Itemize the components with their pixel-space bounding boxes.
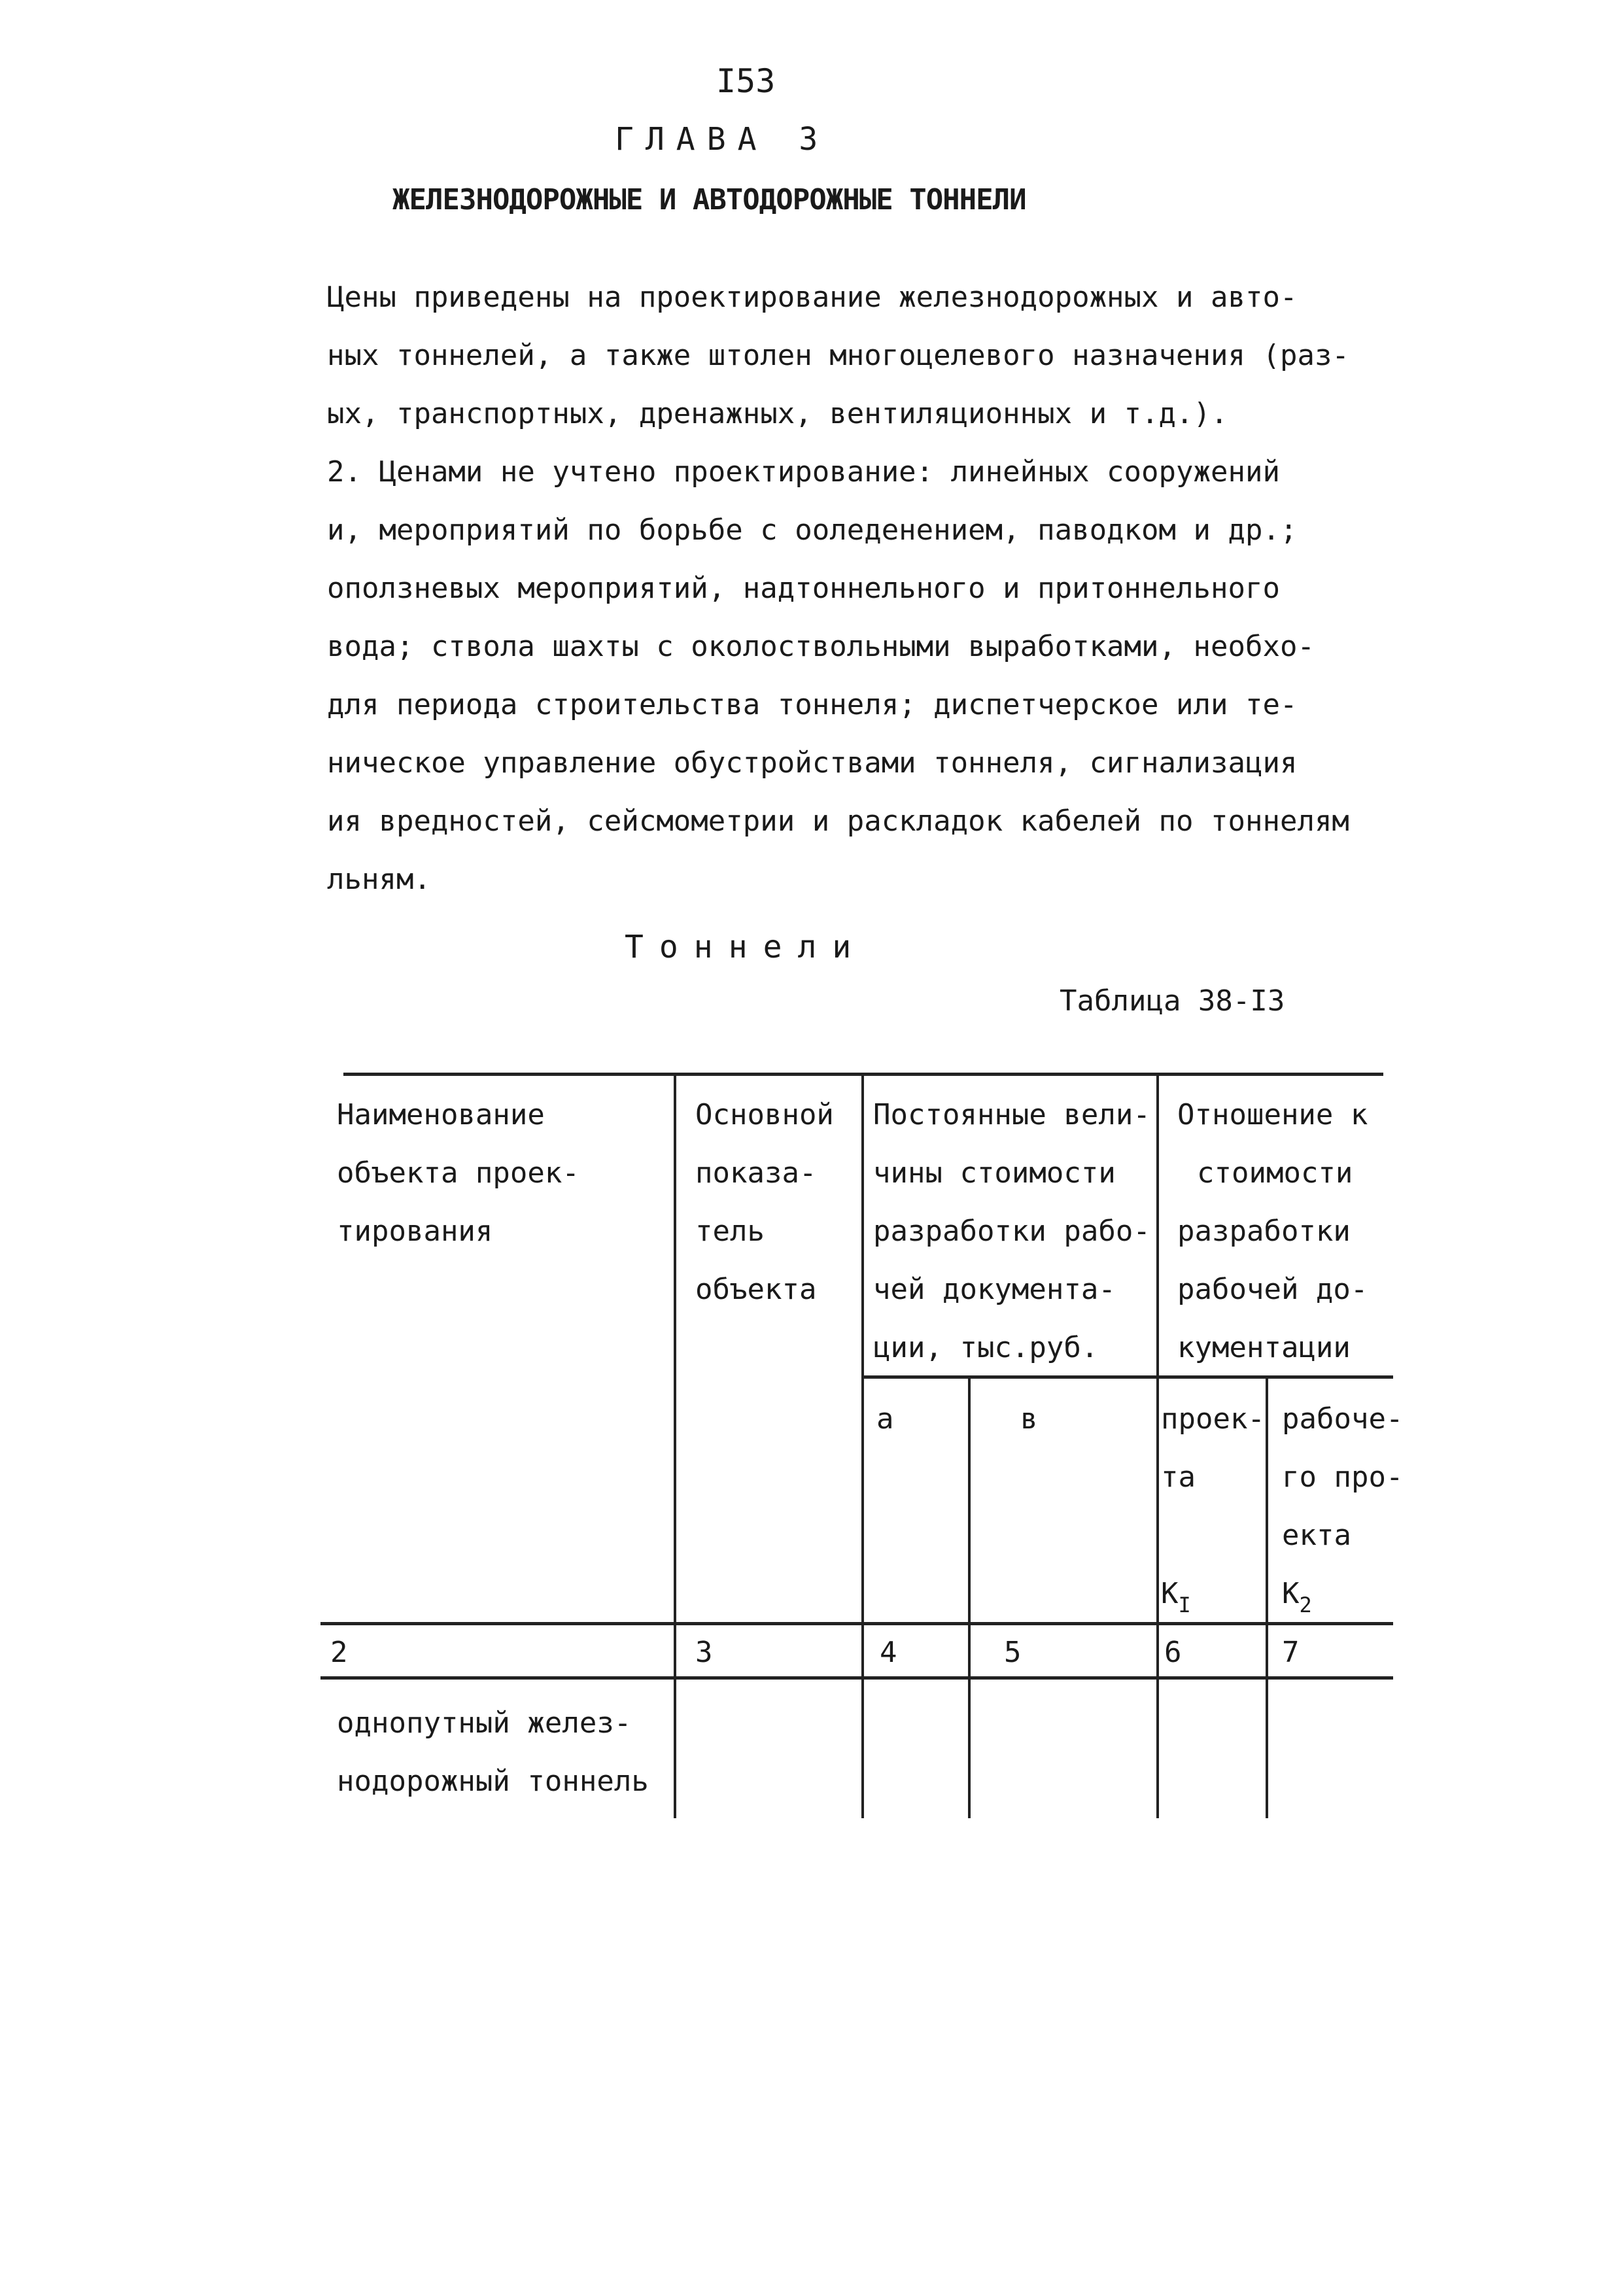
header-line: рабоче- [1282,1402,1404,1436]
header-indicator [695,1086,834,1319]
column-divider [674,1073,676,1818]
k-index: 2 [1299,1593,1312,1617]
paragraph-line: ия вредностей, сейсмометрии и раскладок кабелей по тоннелям [327,804,1349,838]
paragraph-line: для периода строительства тоннеля; диспетчерское или те- [327,688,1298,721]
column-divider [968,1375,971,1818]
paragraph-line: и, мероприятий по борьбе с ооледенением, паводком и др.; [327,513,1298,547]
header-line: Отношение к [1177,1098,1368,1131]
header-line: разработки [1177,1215,1351,1248]
header-line: чей документа- [873,1273,1116,1306]
intro-paragraph [327,268,1439,908]
header-line: та [1161,1460,1196,1494]
column-number: 4 [880,1636,897,1669]
column-divider [1266,1375,1268,1818]
header-line: Наименование [337,1098,545,1131]
header-line: го про- [1282,1460,1404,1494]
header-line [1161,1506,1265,1564]
header-line: Постоянные вели- [873,1098,1150,1131]
column-number: 3 [695,1636,713,1669]
header-line: объекта проек- [337,1156,579,1190]
header-line: показа- [695,1156,817,1190]
paragraph-line: ных тоннелей, а также штолен многоцелевого назначения (раз- [327,339,1349,372]
header-constants [873,1086,1150,1377]
column-number: 7 [1282,1636,1300,1669]
table-number: Таблица 38-I3 [1060,984,1285,1018]
chapter-heading: ГЛАВА 3 [615,121,830,158]
subheader-b: в [1020,1402,1038,1436]
column-number: 6 [1164,1636,1182,1669]
paragraph-line: льням. [327,863,431,896]
subheader-a: а [876,1402,894,1436]
header-line: стоимости [1197,1156,1353,1190]
header-line: тель [695,1215,765,1248]
header-line: объекта [695,1273,817,1306]
header-line: Основной [695,1098,834,1131]
k-letter: K [1161,1577,1179,1610]
column-divider [861,1073,864,1818]
header-line: рабочей до- [1177,1273,1368,1306]
k-index: I [1178,1593,1191,1617]
k2-symbol [1282,1564,1403,1634]
header-line: разработки рабо- [873,1215,1150,1248]
header-name [337,1086,579,1260]
table-row [337,1694,649,1810]
paragraph-line: 2. Ценами не учтено проектирование: линейных сооружений [327,455,1280,489]
column-divider [1156,1073,1159,1818]
header-line: ции, тыс.руб. [873,1331,1099,1364]
row-name-line: однопутный желез- [337,1706,632,1740]
header-line: проек- [1161,1402,1265,1436]
paragraph-line: Цены приведены на проектирование железнодорожных и авто- [327,281,1298,314]
numbers-bottom-rule [320,1676,1393,1680]
column-number: 2 [330,1636,348,1669]
header-line: екта [1282,1519,1351,1552]
chapter-title: ЖЕЛЕЗНОДОРОЖНЫЕ И АВТОДОРОЖНЫЕ ТОННЕЛИ [392,183,1026,216]
row-name-line: нодорожный тоннель [337,1765,649,1798]
section-title: Тоннели [625,929,867,965]
page-number: I53 [716,62,776,100]
header-line: кументации [1177,1331,1351,1364]
subheader-k1 [1161,1390,1265,1634]
header-ratio [1177,1086,1368,1377]
paragraph-line: ническое управление обустройствами тоннеля, сигнализация [327,746,1298,780]
header-line: тирования [337,1215,493,1248]
paragraph-line: вода; ствола шахты с околоствольными выработками, необхо- [327,630,1315,663]
paragraph-line: ых, транспортных, дренажных, вентиляционных и т.д.). [327,397,1228,430]
k-letter: K [1282,1577,1300,1610]
header-line: чины стоимости [873,1156,1116,1190]
subheader-k2 [1282,1390,1403,1634]
column-number: 5 [1004,1636,1022,1669]
paragraph-line: оползневых мероприятий, надтоннельного и притоннельного [327,572,1280,605]
